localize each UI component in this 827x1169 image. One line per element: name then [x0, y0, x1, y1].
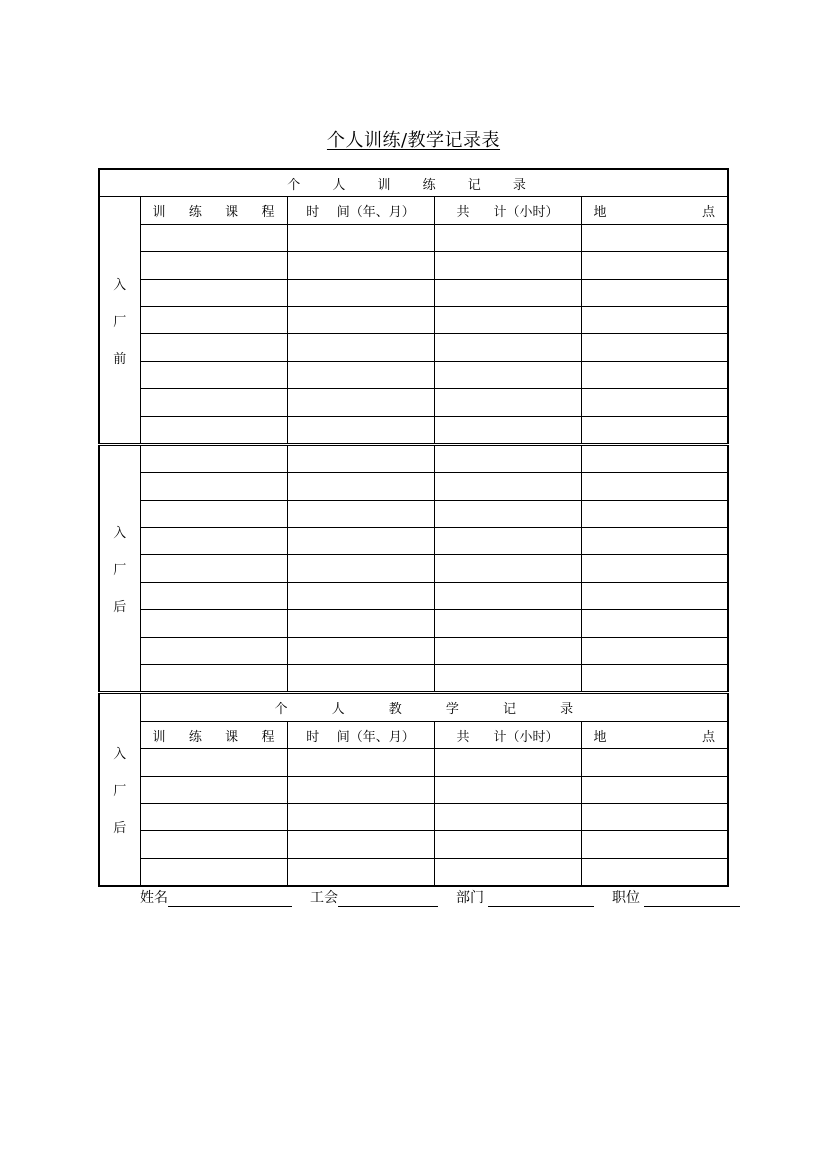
cell-time[interactable]: [287, 749, 434, 776]
cell-course[interactable]: [140, 555, 287, 582]
cell-time[interactable]: [287, 361, 434, 388]
dept-field[interactable]: [488, 892, 594, 907]
cell-course[interactable]: [140, 528, 287, 555]
cell-time[interactable]: [287, 444, 434, 472]
cell-hours[interactable]: [434, 361, 581, 388]
table-row: [99, 582, 728, 609]
cell-course[interactable]: [140, 610, 287, 637]
cell-course[interactable]: [140, 306, 287, 333]
cell-course[interactable]: [140, 749, 287, 776]
cell-time[interactable]: [287, 582, 434, 609]
cell-time[interactable]: [287, 252, 434, 279]
cell-place[interactable]: [581, 252, 728, 279]
cell-time[interactable]: [287, 528, 434, 555]
side-char: 前: [113, 351, 127, 367]
cell-place[interactable]: [581, 582, 728, 609]
side-label: [99, 197, 140, 445]
cell-hours[interactable]: [434, 555, 581, 582]
col-course-header-text: 训 练 课 程: [152, 205, 275, 221]
col-place-header-text: 地 点: [593, 205, 716, 221]
table-row: [99, 831, 728, 858]
table-row: [99, 389, 728, 416]
col-place-header: [581, 197, 728, 224]
position-label: 职位: [612, 890, 640, 906]
record-table: [98, 168, 729, 887]
cell-hours[interactable]: [434, 803, 581, 830]
cell-course[interactable]: [140, 665, 287, 693]
col-time-header-text: 时 间（年、月）: [306, 205, 415, 221]
cell-course[interactable]: [140, 416, 287, 444]
side-label-chars: [100, 274, 140, 367]
table-row: [99, 444, 728, 472]
cell-hours[interactable]: [434, 306, 581, 333]
side-label-chars: [100, 522, 140, 615]
cell-hours[interactable]: [434, 665, 581, 693]
cell-hours[interactable]: [434, 389, 581, 416]
cell-course[interactable]: [140, 500, 287, 527]
cell-time[interactable]: [287, 637, 434, 664]
table-row: [99, 334, 728, 361]
table-row: [99, 555, 728, 582]
section2-columns-row: [99, 721, 728, 748]
table-row: [99, 306, 728, 333]
cell-place[interactable]: [581, 416, 728, 444]
cell-hours[interactable]: [434, 749, 581, 776]
cell-time[interactable]: [287, 610, 434, 637]
col-hours-header-text: 共 计（小时）: [456, 729, 559, 745]
cell-course[interactable]: [140, 858, 287, 886]
col-place-header-text: 地 点: [593, 729, 716, 745]
cell-time[interactable]: [287, 306, 434, 333]
cell-hours[interactable]: [434, 473, 581, 500]
cell-place[interactable]: [581, 389, 728, 416]
table-row: [99, 637, 728, 664]
cell-time[interactable]: [287, 555, 434, 582]
cell-time[interactable]: [287, 500, 434, 527]
side-label-chars: [100, 743, 140, 836]
table-row: [99, 500, 728, 527]
cell-time[interactable]: [287, 416, 434, 444]
cell-hours[interactable]: [434, 416, 581, 444]
union-field[interactable]: [338, 892, 438, 907]
signature-line: [140, 887, 740, 907]
col-place-header: [581, 721, 728, 748]
side-char: 后: [113, 600, 127, 616]
table-row: [99, 749, 728, 776]
cell-time[interactable]: [287, 831, 434, 858]
col-hours-header: [434, 721, 581, 748]
union-label: 工会: [310, 890, 338, 906]
side-label: [99, 444, 140, 693]
table-row: [99, 803, 728, 830]
side-label: [99, 693, 140, 886]
cell-time[interactable]: [287, 224, 434, 251]
cell-time[interactable]: [287, 776, 434, 803]
cell-course[interactable]: [140, 473, 287, 500]
col-course-header: [140, 721, 287, 748]
cell-place[interactable]: [581, 444, 728, 472]
cell-course[interactable]: [140, 334, 287, 361]
cell-course[interactable]: [140, 279, 287, 306]
cell-hours[interactable]: [434, 279, 581, 306]
cell-time[interactable]: [287, 389, 434, 416]
col-course-header: [140, 197, 287, 224]
section1-header: 个 人 训 练 记 录: [99, 169, 728, 197]
side-char: 厂: [113, 563, 127, 579]
cell-hours[interactable]: [434, 858, 581, 886]
table-row: [99, 665, 728, 693]
cell-hours[interactable]: [434, 528, 581, 555]
cell-place[interactable]: [581, 279, 728, 306]
col-time-header-text: 时 间（年、月）: [306, 729, 415, 745]
cell-time[interactable]: [287, 334, 434, 361]
cell-course[interactable]: [140, 252, 287, 279]
col-time-header: [287, 197, 434, 224]
cell-place[interactable]: [581, 831, 728, 858]
cell-hours[interactable]: [434, 252, 581, 279]
side-char: 后: [113, 821, 127, 837]
page-title: 个人训练/教学记录表: [326, 130, 501, 151]
section1-header-row: [99, 169, 728, 197]
section1-columns-row: [99, 197, 728, 224]
cell-hours[interactable]: [434, 831, 581, 858]
cell-course[interactable]: [140, 776, 287, 803]
cell-place[interactable]: [581, 306, 728, 333]
cell-time[interactable]: [287, 473, 434, 500]
table-row: [99, 279, 728, 306]
side-char: 厂: [113, 314, 127, 330]
cell-time[interactable]: [287, 665, 434, 693]
col-hours-header-text: 共 计（小时）: [456, 205, 559, 221]
cell-place[interactable]: [581, 749, 728, 776]
table-row: [99, 528, 728, 555]
cell-hours[interactable]: [434, 776, 581, 803]
cell-course[interactable]: [140, 582, 287, 609]
cell-course[interactable]: [140, 361, 287, 388]
cell-course[interactable]: [140, 637, 287, 664]
section2-header: 个 人 教 学 记 录: [140, 693, 728, 721]
cell-place[interactable]: [581, 224, 728, 251]
cell-hours[interactable]: [434, 610, 581, 637]
cell-hours[interactable]: [434, 444, 581, 472]
table-row: [99, 776, 728, 803]
cell-place[interactable]: [581, 528, 728, 555]
cell-place[interactable]: [581, 858, 728, 886]
cell-course[interactable]: [140, 444, 287, 472]
cell-place[interactable]: [581, 555, 728, 582]
cell-hours[interactable]: [434, 334, 581, 361]
cell-place[interactable]: [581, 665, 728, 693]
name-label: 姓名: [140, 890, 168, 906]
cell-course[interactable]: [140, 389, 287, 416]
cell-place[interactable]: [581, 776, 728, 803]
table-row: [99, 416, 728, 444]
col-time-header: [287, 721, 434, 748]
cell-course[interactable]: [140, 224, 287, 251]
col-course-header-text: 训 练 课 程: [152, 729, 275, 745]
table-row: [99, 361, 728, 388]
cell-place[interactable]: [581, 803, 728, 830]
cell-place[interactable]: [581, 637, 728, 664]
section2-header-row: [99, 693, 728, 721]
cell-time[interactable]: [287, 279, 434, 306]
side-char: 入: [113, 277, 127, 293]
table-row: [99, 252, 728, 279]
position-field[interactable]: [644, 892, 740, 907]
table-row: [99, 858, 728, 886]
cell-hours[interactable]: [434, 500, 581, 527]
cell-hours[interactable]: [434, 582, 581, 609]
cell-hours[interactable]: [434, 637, 581, 664]
table-row: [99, 473, 728, 500]
cell-place[interactable]: [581, 361, 728, 388]
cell-place[interactable]: [581, 334, 728, 361]
dept-label: 部门: [456, 890, 484, 906]
cell-course[interactable]: [140, 831, 287, 858]
cell-time[interactable]: [287, 858, 434, 886]
side-char: 厂: [113, 784, 127, 800]
cell-course[interactable]: [140, 803, 287, 830]
side-char: 入: [113, 747, 127, 763]
cell-hours[interactable]: [434, 224, 581, 251]
cell-time[interactable]: [287, 803, 434, 830]
name-field[interactable]: [168, 892, 292, 907]
table-row: [99, 610, 728, 637]
cell-place[interactable]: [581, 500, 728, 527]
cell-place[interactable]: [581, 610, 728, 637]
cell-place[interactable]: [581, 473, 728, 500]
col-hours-header: [434, 197, 581, 224]
side-char: 入: [113, 526, 127, 542]
table-row: [99, 224, 728, 251]
